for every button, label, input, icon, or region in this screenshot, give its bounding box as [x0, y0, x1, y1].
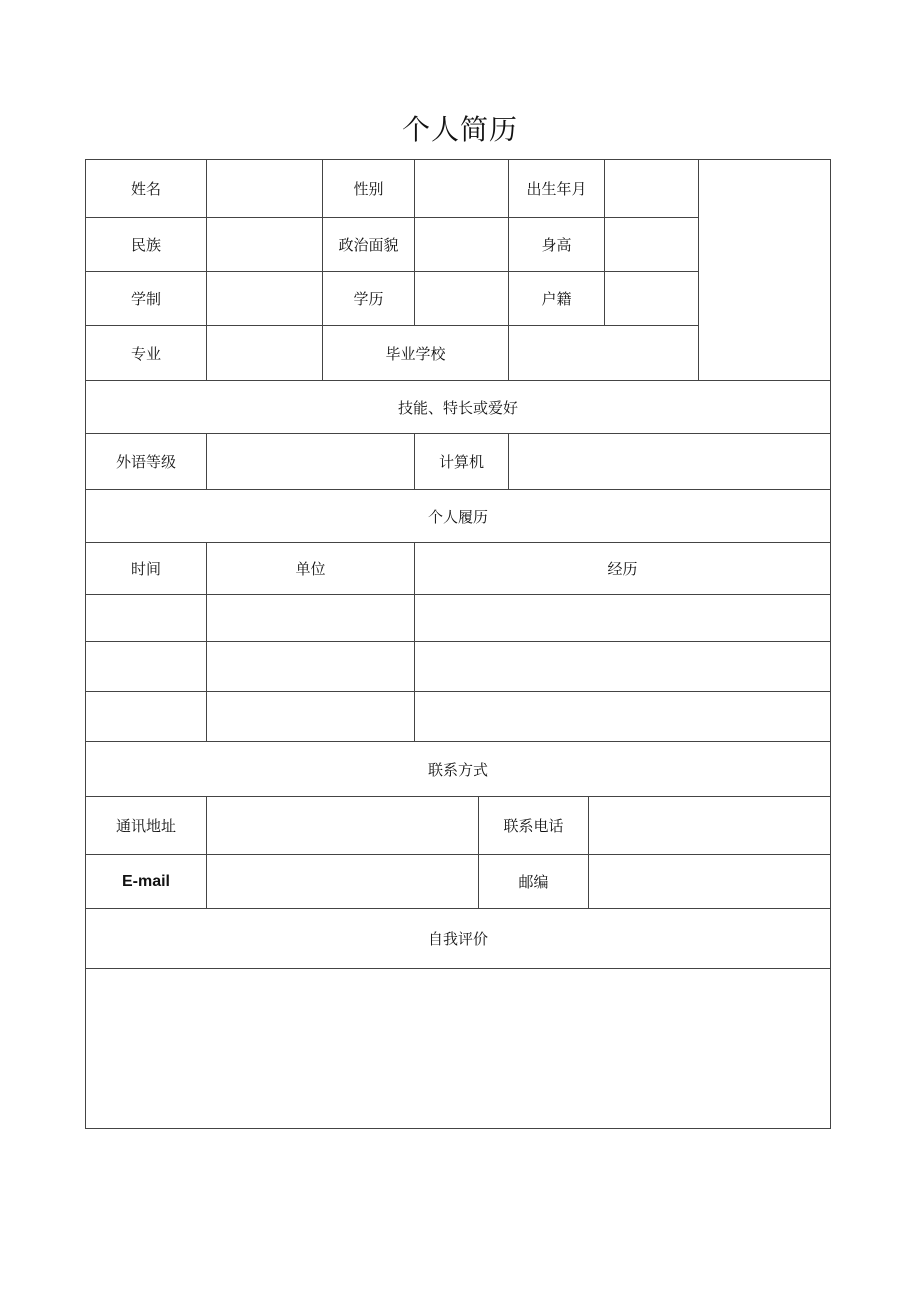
name-field[interactable] [206, 159, 323, 218]
history-header: 个人履历 [85, 489, 831, 543]
photo-box[interactable] [698, 159, 831, 381]
hukou-field[interactable] [604, 271, 699, 326]
page-title: 个人简历 [401, 113, 518, 146]
contact-header: 联系方式 [85, 741, 831, 797]
postcode-field[interactable] [588, 854, 831, 909]
education-field[interactable] [414, 271, 509, 326]
major-field[interactable] [206, 325, 323, 381]
birth-field[interactable] [604, 159, 699, 218]
schooling-label: 学制 [85, 271, 207, 326]
history-col-experience: 经历 [414, 542, 831, 595]
history-row-1-experience[interactable] [414, 594, 831, 642]
hukou-label: 户籍 [508, 271, 605, 326]
phone-label: 联系电话 [478, 796, 589, 855]
computer-field[interactable] [508, 433, 831, 490]
language-label: 外语等级 [85, 433, 207, 490]
name-label: 姓名 [85, 159, 207, 218]
history-row-3-time[interactable] [85, 691, 207, 742]
address-label: 通讯地址 [85, 796, 207, 855]
skills-header: 技能、特长或爱好 [85, 380, 831, 434]
schooling-field[interactable] [206, 271, 323, 326]
height-label: 身高 [508, 217, 605, 272]
height-field[interactable] [604, 217, 699, 272]
postcode-label: 邮编 [478, 854, 589, 909]
birth-label: 出生年月 [508, 159, 605, 218]
email-label: E-mail [85, 854, 207, 909]
phone-field[interactable] [588, 796, 831, 855]
history-row-3-experience[interactable] [414, 691, 831, 742]
self-eval-header: 自我评价 [85, 908, 831, 969]
gender-label: 性别 [322, 159, 415, 218]
education-label: 学历 [322, 271, 415, 326]
history-row-1-time[interactable] [85, 594, 207, 642]
address-field[interactable] [206, 796, 479, 855]
history-row-2-time[interactable] [85, 641, 207, 692]
history-row-2-unit[interactable] [206, 641, 415, 692]
self-eval-field[interactable] [85, 968, 831, 1129]
school-field[interactable] [508, 325, 699, 381]
major-label: 专业 [85, 325, 207, 381]
ethnicity-field[interactable] [206, 217, 323, 272]
history-row-3-unit[interactable] [206, 691, 415, 742]
gender-field[interactable] [414, 159, 509, 218]
political-field[interactable] [414, 217, 509, 272]
history-col-time: 时间 [85, 542, 207, 595]
email-field[interactable] [206, 854, 479, 909]
language-field[interactable] [206, 433, 415, 490]
school-label: 毕业学校 [322, 325, 509, 381]
history-col-unit: 单位 [206, 542, 415, 595]
political-label: 政治面貌 [322, 217, 415, 272]
computer-label: 计算机 [414, 433, 509, 490]
history-row-1-unit[interactable] [206, 594, 415, 642]
history-row-2-experience[interactable] [414, 641, 831, 692]
ethnicity-label: 民族 [85, 217, 207, 272]
